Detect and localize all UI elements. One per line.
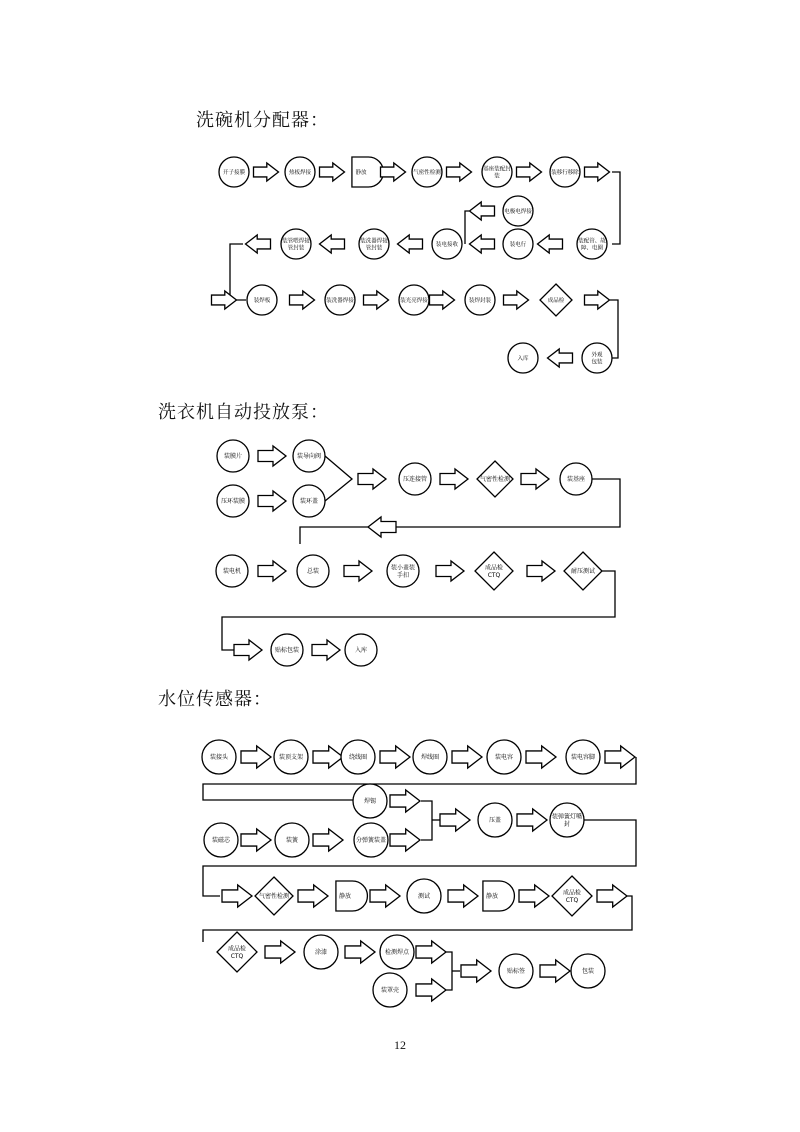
process-node bbox=[399, 463, 431, 495]
node-label: 静放 bbox=[338, 893, 352, 901]
node-label: 障、电圈 bbox=[580, 245, 604, 252]
flow-arrow-right bbox=[440, 469, 468, 489]
node-label: 装洗器焊接 bbox=[360, 238, 388, 245]
flow-arrow-right bbox=[519, 885, 549, 907]
node-label: 装电接收 bbox=[435, 241, 459, 248]
flow-arrow-right bbox=[540, 960, 570, 982]
process-node bbox=[499, 954, 533, 988]
node-label: 成品检 bbox=[227, 945, 247, 953]
inspection-node bbox=[475, 552, 513, 590]
flow-arrow-right bbox=[440, 809, 470, 831]
flow-arrow-right bbox=[234, 640, 262, 660]
process-node bbox=[275, 823, 309, 857]
process-node bbox=[478, 803, 512, 837]
process-node bbox=[566, 740, 600, 774]
section-heading-washer-auto-dispenser-pump: 洗衣机自动投放泵： bbox=[158, 402, 329, 423]
node-label: 装基座 bbox=[566, 476, 586, 484]
node-label: 手扣 bbox=[396, 571, 410, 579]
process-node bbox=[293, 485, 325, 517]
process-node bbox=[412, 157, 442, 187]
flow-arrow-right bbox=[344, 561, 372, 581]
flow-arrow-right bbox=[241, 746, 271, 768]
node-label: 装环盖 bbox=[299, 498, 319, 506]
flow-arrow-right bbox=[517, 809, 547, 831]
flow-arrow-right bbox=[448, 885, 478, 907]
process-node bbox=[271, 634, 303, 666]
flow-arrow-right bbox=[416, 941, 446, 963]
node-label: 成品检 bbox=[484, 564, 504, 572]
node-label: 电极电焊接 bbox=[504, 208, 532, 215]
node-label: 成品检 bbox=[562, 889, 582, 897]
process-node bbox=[297, 555, 329, 587]
node-label: 装电行 bbox=[509, 241, 527, 248]
node-label: 装弹簧灯嘴 bbox=[551, 813, 583, 821]
node-label: 管封装 bbox=[287, 245, 305, 252]
process-node bbox=[465, 285, 495, 315]
flow-arrow-right bbox=[461, 960, 491, 982]
node-label: 耐压测试 bbox=[570, 568, 596, 576]
flow-arrow-right bbox=[585, 163, 610, 181]
node-label: 静放 bbox=[485, 893, 499, 901]
process-node bbox=[550, 803, 584, 837]
process-node bbox=[432, 229, 462, 259]
node-label: 压盖 bbox=[488, 817, 502, 825]
flow-arrow-right bbox=[521, 469, 549, 489]
inspection-node bbox=[564, 552, 602, 590]
connector-line bbox=[325, 456, 352, 501]
node-label: 包装 bbox=[581, 968, 595, 976]
inspection-node bbox=[477, 461, 513, 497]
flow-arrow-left bbox=[548, 349, 573, 367]
node-label: 基座装配封 bbox=[483, 166, 511, 173]
process-node bbox=[345, 634, 377, 666]
flow-arrow-right bbox=[313, 829, 343, 851]
process-node bbox=[325, 285, 355, 315]
flow-arrow-right bbox=[258, 491, 286, 511]
process-node bbox=[380, 935, 414, 969]
node-label: 封 bbox=[563, 820, 571, 828]
node-label: 检测焊点 bbox=[384, 949, 410, 957]
process-node bbox=[577, 229, 607, 259]
connector-line bbox=[421, 801, 432, 840]
node-label: 装顶支架 bbox=[278, 754, 304, 762]
process-node bbox=[293, 440, 325, 472]
node-label: 外观 bbox=[591, 352, 603, 359]
connector-line bbox=[612, 172, 620, 244]
process-node bbox=[247, 285, 277, 315]
node-label: 装电容脚 bbox=[570, 754, 596, 762]
flow-arrow-right bbox=[605, 746, 635, 768]
node-label: 气密性检测 bbox=[258, 893, 290, 901]
process-node bbox=[219, 157, 249, 187]
process-node bbox=[571, 954, 605, 988]
flow-arrow-right bbox=[597, 885, 627, 907]
node-label: 压连接管 bbox=[402, 476, 428, 484]
flow-arrow-left bbox=[538, 235, 563, 253]
node-label: 入库 bbox=[354, 647, 368, 655]
page-number: 12 bbox=[394, 1038, 406, 1052]
flow-arrow-right bbox=[241, 829, 271, 851]
node-label: 贴标包装 bbox=[274, 647, 300, 655]
node-label: 压环装膜 bbox=[220, 498, 246, 506]
process-node bbox=[373, 973, 407, 1007]
node-label: 装罩壳 bbox=[380, 987, 400, 995]
process-node bbox=[217, 440, 249, 472]
node-label: 装焊板 bbox=[253, 297, 271, 304]
node-label: 装膜片 bbox=[223, 453, 243, 461]
inspection-node bbox=[217, 932, 257, 972]
process-node bbox=[487, 740, 521, 774]
node-label: CTQ bbox=[230, 952, 244, 960]
node-label: 装移行移除 bbox=[551, 169, 579, 176]
connector-line bbox=[465, 211, 469, 244]
connector-line bbox=[300, 527, 368, 544]
node-label: 装焊封装 bbox=[468, 297, 492, 304]
node-label: 装小盖装 bbox=[390, 564, 416, 572]
process-node bbox=[274, 740, 308, 774]
node-label: 装光亮焊接 bbox=[400, 297, 428, 304]
flow-arrow-right bbox=[416, 979, 446, 1001]
node-label: 涂漆 bbox=[314, 949, 328, 957]
node-label: 气密性检测 bbox=[413, 169, 441, 176]
process-node bbox=[550, 157, 580, 187]
process-node bbox=[407, 879, 441, 913]
process-node bbox=[202, 740, 236, 774]
connector-line bbox=[230, 244, 246, 300]
node-label: 装电容 bbox=[494, 754, 514, 762]
node-label: 装 bbox=[494, 173, 500, 180]
section-heading-dishwasher-dispenser: 洗碗机分配器： bbox=[196, 110, 329, 131]
node-label: 装磁芯 bbox=[211, 837, 231, 845]
flow-arrow-right bbox=[222, 885, 252, 907]
node-label: 成品检 bbox=[547, 297, 565, 304]
node-label: 焊锡 bbox=[363, 798, 377, 806]
process-node bbox=[503, 196, 533, 226]
flow-arrow-right bbox=[430, 291, 455, 309]
node-label: 管封装 bbox=[365, 245, 383, 252]
flow-arrow-right bbox=[358, 469, 386, 489]
node-label: 装电机 bbox=[222, 568, 242, 576]
process-node bbox=[217, 485, 249, 517]
node-label: 静放 bbox=[355, 169, 367, 176]
flow-arrow-right bbox=[212, 291, 237, 309]
flow-arrow-right bbox=[320, 163, 345, 181]
connector-line bbox=[446, 952, 452, 990]
node-label: CTQ bbox=[487, 571, 501, 579]
node-label: 气密性检测 bbox=[479, 476, 511, 484]
process-node bbox=[413, 740, 447, 774]
section-heading-water-level-sensor: 水位传感器： bbox=[158, 689, 272, 710]
process-node bbox=[281, 229, 311, 259]
flow-arrow-right bbox=[265, 941, 295, 963]
flow-arrow-right bbox=[452, 746, 482, 768]
node-label: 装洗器焊接 bbox=[326, 297, 354, 304]
flow-arrow-right bbox=[370, 885, 400, 907]
process-node bbox=[353, 784, 387, 818]
inspection-node bbox=[552, 876, 592, 916]
process-node bbox=[216, 555, 248, 587]
flow-arrow-right bbox=[517, 163, 542, 181]
flow-arrow-right bbox=[258, 561, 286, 581]
flow-arrow-right bbox=[390, 790, 420, 812]
connector-line bbox=[610, 300, 618, 358]
process-node bbox=[399, 285, 429, 315]
process-node bbox=[204, 823, 238, 857]
process-node bbox=[582, 343, 612, 373]
flow-arrow-right bbox=[447, 163, 472, 181]
node-label: 包装 bbox=[591, 359, 603, 366]
flow-arrow-right bbox=[381, 163, 406, 181]
flow-arrow-left bbox=[246, 235, 271, 253]
node-label: 绕线圈 bbox=[348, 754, 368, 762]
process-node bbox=[503, 229, 533, 259]
flow-arrow-right bbox=[504, 291, 529, 309]
process-node bbox=[341, 740, 375, 774]
process-node bbox=[560, 463, 592, 495]
node-label: CTQ bbox=[565, 896, 579, 904]
process-node bbox=[285, 157, 315, 187]
flow-arrow-right bbox=[298, 885, 328, 907]
process-node bbox=[482, 157, 512, 187]
flow-arrow-right bbox=[364, 291, 389, 309]
node-label: 入库 bbox=[517, 355, 529, 362]
flow-arrow-right bbox=[390, 829, 420, 851]
flow-arrow-left bbox=[320, 235, 345, 253]
flow-arrow-right bbox=[254, 163, 279, 181]
node-label: 分弹簧装盖 bbox=[355, 837, 387, 845]
flow-arrow-left bbox=[470, 235, 495, 253]
process-node bbox=[387, 555, 419, 587]
node-label: 装配管、故 bbox=[578, 238, 606, 245]
flow-arrow-right bbox=[527, 561, 555, 581]
hold-node bbox=[483, 881, 515, 911]
hold-node bbox=[352, 157, 384, 187]
flow-arrow-right bbox=[436, 561, 464, 581]
node-label: 装导向阀 bbox=[296, 453, 322, 461]
flow-arrow-right bbox=[312, 640, 340, 660]
flow-arrow-right bbox=[380, 746, 410, 768]
node-label: 焊线圈 bbox=[420, 754, 440, 762]
flow-arrow-right bbox=[526, 746, 556, 768]
process-node bbox=[508, 343, 538, 373]
node-label: 装管喂焊接 bbox=[282, 238, 310, 245]
flow-arrow-left bbox=[368, 517, 396, 537]
hold-node bbox=[336, 881, 368, 911]
process-node bbox=[354, 823, 388, 857]
inspection-node bbox=[255, 877, 293, 915]
node-label: 贴标签 bbox=[506, 968, 526, 976]
flow-arrow-left bbox=[398, 235, 423, 253]
process-node bbox=[304, 935, 338, 969]
flow-arrow-right bbox=[258, 446, 286, 466]
flow-arrow-right bbox=[313, 746, 343, 768]
inspection-node bbox=[540, 284, 572, 316]
flow-arrow-right bbox=[345, 941, 375, 963]
flow-arrow-right bbox=[585, 291, 610, 309]
node-label: 热板焊接 bbox=[288, 169, 312, 176]
node-label: 开子接膜 bbox=[222, 169, 246, 176]
node-label: 装簧 bbox=[285, 837, 299, 845]
node-label: 测试 bbox=[417, 893, 431, 901]
process-node bbox=[359, 229, 389, 259]
node-label: 总装 bbox=[306, 568, 320, 576]
node-label: 装接头 bbox=[209, 754, 229, 762]
flow-arrow-right bbox=[290, 291, 315, 309]
flow-arrow-left bbox=[470, 202, 495, 220]
